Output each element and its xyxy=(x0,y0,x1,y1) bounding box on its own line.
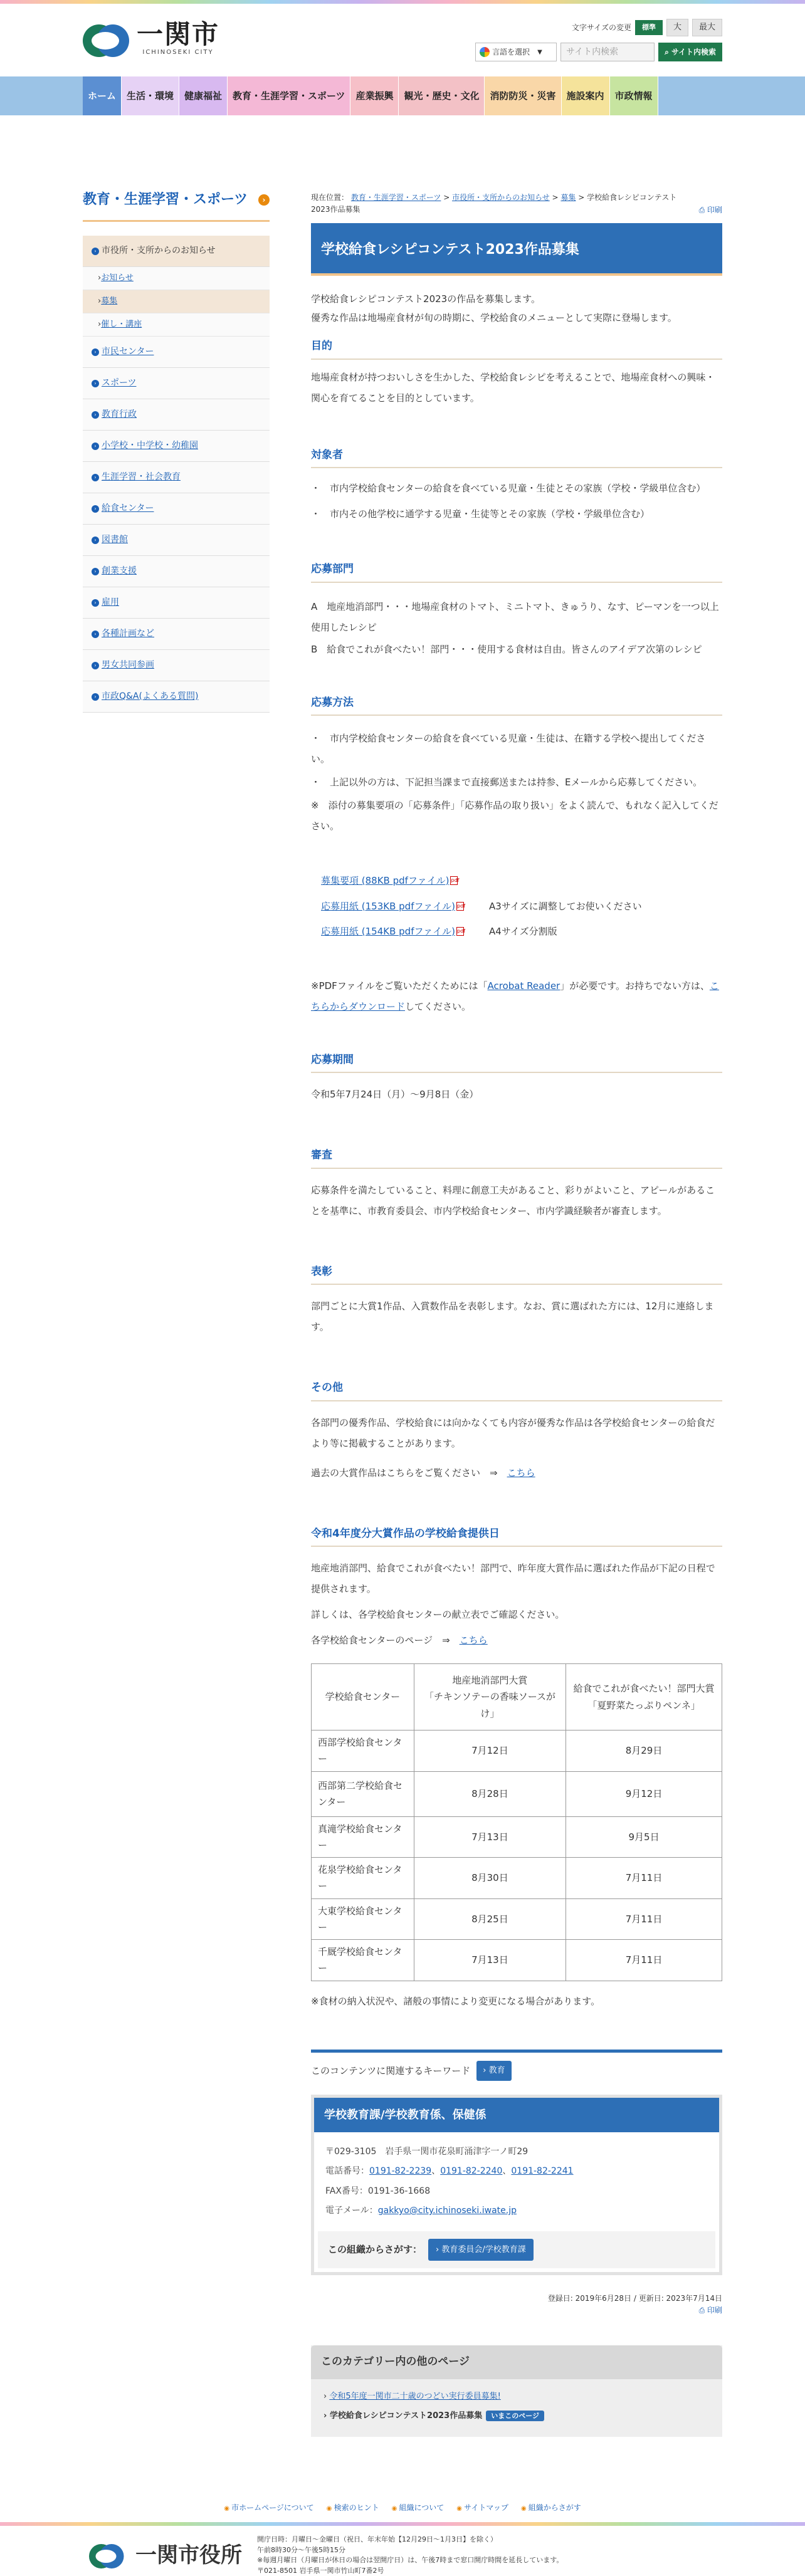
tel-label: 電話番号： xyxy=(325,2166,369,2176)
attachment-item xyxy=(321,894,722,919)
attachment-list xyxy=(311,868,722,945)
sidebar-item-label: 図書館 xyxy=(102,535,128,545)
tel-link[interactable]: 0191-82-2240 xyxy=(440,2166,503,2176)
table-cell: 8月29日 xyxy=(566,1730,722,1772)
center-page-link[interactable]: こちら xyxy=(459,1635,488,1646)
sidebar-item[interactable] xyxy=(83,337,270,368)
past-winners xyxy=(311,1463,722,1484)
org-button[interactable] xyxy=(428,2239,534,2261)
pdf-reader-note xyxy=(311,976,722,1017)
sidebar-item-label: 教育行政 xyxy=(102,409,137,419)
sidebar-title[interactable] xyxy=(83,189,270,222)
mail-link[interactable]: gakkyo@city.ichinoseki.iwate.jp xyxy=(377,2206,517,2216)
reader-download-link[interactable]: こちらからダウンロード xyxy=(311,980,719,1012)
font-size-largest-button[interactable]: 最大 xyxy=(692,19,722,36)
review-text: 応募条件を満たしていること、料理に創意工夫があること、彩りがよいこと、アピールがあることを基準に、市教育委員会、市内学校給食センター、市内学識経験者が審査します。 xyxy=(311,1184,715,1217)
chevron-right-icon: › xyxy=(92,662,99,669)
table-row xyxy=(312,1858,722,1899)
table-header: 学校給食センター xyxy=(312,1664,414,1730)
mail-label: 電子メール： xyxy=(325,2206,378,2216)
logo-english: ICHINOSEKI CITY xyxy=(142,49,214,56)
r4-text: 詳しくは、各学校給食センターの献立表でご確認ください。 xyxy=(311,1609,565,1620)
target-item: ・ 市内学校給食センターの給食を食べている児童・生徒とその家族（学校・学級単位含む） xyxy=(311,483,706,494)
category-item: A 地産地消部門・・・地場産食材のトマト、ミニトマト、きゅうり、なす、ピーマンを一つ以上使用したレシピ xyxy=(311,600,719,633)
table-cell: 7月13日 xyxy=(414,1816,566,1858)
font-size-label: 文字サイズの変更 xyxy=(571,23,631,32)
sidebar-item-label: 給食センター xyxy=(102,503,154,513)
table-header: 地産地消部門大賞 「チキンソテーの香味ソースがけ」 xyxy=(414,1664,566,1730)
sidebar-item-label: 雇用 xyxy=(102,597,119,607)
page-title: 学校給食レシピコンテスト2023作品募集 xyxy=(311,223,722,276)
logo-name: 一関市 xyxy=(137,19,220,50)
update-dates xyxy=(311,2293,722,2317)
footer-hours: ※毎週月曜日（月曜日が休日の場合は翌開庁日）は、午後7時まで窓口開庁時間を延長しています。 xyxy=(257,2556,564,2565)
reader-note-text: してください。 xyxy=(405,1000,471,1012)
sidebar-item[interactable] xyxy=(83,462,270,493)
sidebar-subitem[interactable]: › 募集 xyxy=(83,290,270,313)
table-cell: 8月30日 xyxy=(414,1858,566,1899)
table-cell: 7月12日 xyxy=(414,1730,566,1772)
award-text: 部門ごとに大賞1作品、入賞数作品を表彰します。なお、賞に選ばれた方には、12月に連絡します。 xyxy=(311,1301,714,1333)
period-text: 令和5年7月24日（月）～9月8日（金） xyxy=(311,1089,479,1100)
table-cell: 8月25日 xyxy=(414,1898,566,1940)
font-size-switcher xyxy=(572,19,722,36)
search-button-label: サイト内検索 xyxy=(671,48,716,56)
chevron-right-icon: › xyxy=(483,2066,489,2076)
keywords-label: このコンテンツに関連するキーワード xyxy=(311,2065,471,2076)
pdf-icon: pdf xyxy=(456,902,464,911)
chevron-right-icon: › xyxy=(92,380,99,387)
reader-note-text: 」が必要です。お持ちでない方は、 xyxy=(560,980,710,992)
chevron-right-icon: › xyxy=(92,442,99,450)
table-row xyxy=(312,1771,722,1816)
chevron-right-icon: › xyxy=(92,537,99,544)
sidebar-item[interactable] xyxy=(83,493,270,525)
contact-name: 学校教育課/学校教育係、保健係 xyxy=(314,2098,719,2132)
attachment-note: A4サイズ分割版 xyxy=(489,926,557,937)
table-cell: 花泉学校給食センター xyxy=(312,1858,414,1899)
search-button[interactable] xyxy=(658,43,722,61)
nav-item[interactable]: 教育・生涯学習・スポーツ xyxy=(228,76,350,115)
schedule-table xyxy=(311,1663,722,1981)
chevron-right-icon: › xyxy=(92,693,99,701)
table-row xyxy=(312,1730,722,1772)
contact-mail xyxy=(325,2201,708,2221)
chevron-right-icon: › xyxy=(92,248,99,255)
footer-link[interactable]: ◉ 市ホームページについて xyxy=(224,2502,313,2513)
sidebar-subitem[interactable]: › 催し・講座 xyxy=(83,313,270,337)
keyword-button[interactable] xyxy=(476,2061,511,2081)
chevron-right-icon: › xyxy=(92,505,99,513)
sidebar-item[interactable] xyxy=(83,368,270,399)
attachment-note: A3サイズに調整してお使いください xyxy=(489,900,642,912)
city-emblem-icon xyxy=(89,2542,127,2568)
footer-hours: 午前8時30分～午後5時15分 xyxy=(257,2545,345,2554)
sidebar-list xyxy=(83,236,270,713)
table-cell: 7月13日 xyxy=(414,1940,566,1981)
purpose-text: 地場産食材が持つおいしさを生かした、学校給食レシピを考えることで、地場産食材への興味・関心を育てることを目的としています。 xyxy=(311,371,715,404)
reader-note-text: ※PDFファイルをご覧いただくためには「 xyxy=(311,980,488,992)
contact-box xyxy=(311,2095,722,2276)
chevron-right-icon: › xyxy=(92,631,99,638)
pdf-icon: pdf xyxy=(456,927,464,936)
table-cell: 7月11日 xyxy=(566,1898,722,1940)
section-heading-period: 応募期間 xyxy=(311,1052,722,1074)
header-tools xyxy=(475,43,722,61)
footer-links xyxy=(0,2502,805,2513)
sidebar-item-label: 市政Q&A(よくある質問) xyxy=(102,691,199,701)
nav-item[interactable]: 消防防災・災害 xyxy=(485,76,561,115)
chevron-down-icon: ▼ xyxy=(537,48,542,56)
footer-name: 一関市役所 xyxy=(135,2542,242,2568)
intro-line: 学校給食レシピコンテスト2023の作品を募集します。 xyxy=(311,293,541,305)
site-logo[interactable] xyxy=(83,21,219,57)
org-button-label: 教育委員会/学校教育課 xyxy=(441,2244,526,2254)
table-cell: 9月12日 xyxy=(566,1771,722,1816)
sidebar-title-text: 教育・生涯学習・スポーツ xyxy=(83,192,248,207)
dates-text: 登録日: 2019年6月28日 / 更新日: 2023年7月14日 xyxy=(547,2294,722,2303)
table-row xyxy=(312,1898,722,1940)
footer-info xyxy=(257,2535,563,2576)
sidebar-subitem-label: 催し・講座 xyxy=(101,320,142,330)
site-footer xyxy=(83,2535,722,2576)
table-cell: 8月28日 xyxy=(414,1771,566,1816)
sidebar-item[interactable] xyxy=(83,525,270,556)
chevron-right-icon: › xyxy=(92,474,99,481)
font-size-large-button[interactable]: 大 xyxy=(666,19,688,36)
footer-link[interactable]: ◉ 組織からさがす xyxy=(521,2502,581,2513)
sidebar-subitem-label: 募集 xyxy=(101,296,118,306)
section-heading-award: 表彰 xyxy=(311,1264,722,1285)
language-select[interactable] xyxy=(475,43,557,61)
tel-link[interactable]: 0191-82-2241 xyxy=(511,2166,574,2176)
intro-line: 優秀な作品は地場産食材が旬の時期に、学校給食のメニューとして実際に登場します。 xyxy=(311,312,677,323)
footer-rainbow-bar xyxy=(0,2522,805,2526)
footer-logo xyxy=(83,2535,242,2576)
sidebar-item[interactable] xyxy=(83,587,270,619)
r4-text: 地産地消部門、給食でこれが食べたい！部門で、昨年度大賞作品に選ばれた作品が下記の日程で提供されます。 xyxy=(311,1563,715,1594)
sidebar-item[interactable] xyxy=(83,650,270,681)
sidebar xyxy=(83,115,270,2437)
sidebar-subitem-label: お知らせ xyxy=(101,273,134,283)
section-heading-target: 対象者 xyxy=(311,448,722,469)
contact-address: 〒029-3105 岩手県一関市花泉町涌津字一ノ町29 xyxy=(325,2146,529,2157)
sidebar-item[interactable] xyxy=(83,681,270,713)
nav-item[interactable]: 生活・環境 xyxy=(122,76,179,115)
category-item: › 学校給食レシピコンテスト2023作品募集 いまこのページ xyxy=(324,2406,710,2426)
sidebar-item-label: 創業支援 xyxy=(102,566,137,576)
sidebar-item-label: スポーツ xyxy=(102,378,137,388)
search-icon: ⌕ xyxy=(665,48,669,56)
sidebar-item[interactable] xyxy=(83,236,270,267)
past-winners-text: 過去の大賞作品はこちらをご覧ください ⇒ xyxy=(311,1467,507,1479)
chevron-right-icon: › xyxy=(92,411,99,419)
chevron-right-icon: › xyxy=(92,599,99,607)
breadcrumb-link[interactable]: 募集 xyxy=(560,193,576,202)
print-label: 印刷 xyxy=(707,206,722,214)
section-heading-other: その他 xyxy=(311,1380,722,1401)
category-heading: このカテゴリー内の他のページ xyxy=(311,2345,722,2379)
sidebar-item-label: 生涯学習・社会教育 xyxy=(102,472,181,482)
table-cell: 7月11日 xyxy=(566,1940,722,1981)
section-heading-method: 応募方法 xyxy=(311,695,722,716)
nav-item[interactable]: 施設案内 xyxy=(562,76,610,115)
city-emblem-icon xyxy=(83,22,133,57)
keyword-label: 教育 xyxy=(488,2066,505,2076)
breadcrumb-prefix: 現在位置： xyxy=(311,193,349,202)
global-navigation xyxy=(0,76,805,115)
sidebar-subitem[interactable]: › お知らせ xyxy=(83,267,270,290)
contact-fax: FAX番号：0191-36-1668 xyxy=(325,2186,431,2196)
table-row xyxy=(312,1940,722,1981)
table-header: 給食でこれが食べたい！部門大賞 「夏野菜たっぷりペンネ」 xyxy=(566,1664,722,1730)
section-heading-r4: 令和4年度分大賞作品の学校給食提供日 xyxy=(311,1526,722,1547)
method-item: ※ 添付の募集要項の「応募条件」「応募作品の取り扱い」をよく読んで、もれなく記入してください。 xyxy=(311,800,718,832)
attachment-link[interactable]: 募集要項 (88KB pdfファイル) xyxy=(321,875,450,886)
pdf-icon: pdf xyxy=(450,876,458,885)
breadcrumb-link[interactable]: 教育・生涯学習・スポーツ xyxy=(350,193,441,202)
print-button[interactable] xyxy=(311,2305,722,2317)
table-cell: 9月5日 xyxy=(566,1816,722,1858)
org-search-label: この組織からさがす： xyxy=(328,2244,423,2255)
chevron-right-icon: › xyxy=(92,568,99,575)
target-item: ・ 市内その他学校に通学する児童・生徒等とその家族（学校・学級単位含む） xyxy=(311,508,650,520)
tel-link[interactable]: 0191-82-2239 xyxy=(369,2166,432,2176)
font-size-standard-button[interactable]: 標準 xyxy=(635,20,663,36)
sidebar-item-label: 各種計画など xyxy=(102,629,154,639)
breadcrumb-link[interactable]: 市役所・支所からのお知らせ xyxy=(452,193,550,202)
footer-link[interactable]: ◉ 組織について xyxy=(392,2502,445,2513)
chevron-right-icon: › xyxy=(436,2244,442,2254)
nav-item[interactable]: 市政情報 xyxy=(610,76,658,115)
sidebar-item-label: 小学校・中学校・幼稚園 xyxy=(102,441,198,451)
category-pages xyxy=(311,2345,722,2437)
sidebar-item-label: 男女共同参画 xyxy=(102,660,154,670)
google-translate-icon xyxy=(480,47,490,57)
nav-item[interactable]: 健康福祉 xyxy=(179,76,228,115)
category-item: B 給食でこれが食べたい！部門・・・使用する食材は自由。皆さんのアイデア次第のレシピ xyxy=(311,643,702,655)
current-page-badge: いまこのページ xyxy=(486,2411,544,2421)
table-cell: 西部学校給食センター xyxy=(312,1730,414,1772)
footer-link[interactable]: ◉ サイトマップ xyxy=(456,2502,508,2513)
content-columns xyxy=(83,115,722,2437)
breadcrumb-current: 学校給食レシピコンテスト2023作品募集 xyxy=(311,193,677,214)
footer-address: 〒021-8501 岩手県一関市竹山町7番2号 xyxy=(257,2566,384,2575)
r4-link-line xyxy=(311,1630,722,1651)
attachment-link[interactable]: 応募用紙 (154KB pdfファイル) xyxy=(321,926,456,937)
sidebar-item[interactable] xyxy=(83,399,270,431)
method-item: ・ 市内学校給食センターの給食を食べている児童・生徒は、在籍する学校へ提出してください。 xyxy=(311,733,706,765)
other-text: 各部門の優秀作品、学校給食には向かなくても内容が優秀な作品は各学校給食センターの給食だより等に掲載することがあります。 xyxy=(311,1416,715,1449)
intro xyxy=(311,287,722,325)
nav-item[interactable]: ホーム xyxy=(83,76,122,115)
table-cell: 真滝学校給食センター xyxy=(312,1816,414,1858)
table-cell: 7月11日 xyxy=(566,1858,722,1899)
sidebar-item[interactable] xyxy=(83,619,270,650)
table-cell: 千厩学校給食センター xyxy=(312,1940,414,1981)
acrobat-reader-link[interactable]: Acrobat Reader xyxy=(487,980,560,992)
category-current: 学校給食レシピコンテスト2023作品募集 xyxy=(329,2411,483,2421)
table-cell: 西部第二学校給食センター xyxy=(312,1771,414,1816)
attachment-item xyxy=(321,919,722,945)
sidebar-item[interactable] xyxy=(83,431,270,462)
section-heading-category: 応募部門 xyxy=(311,562,722,583)
print-button[interactable] xyxy=(699,204,722,216)
sidebar-item-label: 市民センター xyxy=(102,347,154,357)
table-note: ※食材の納入状況や、諸般の事情により変更になる場合があります。 xyxy=(311,1995,601,2007)
category-item: › 令和5年度一関市二十歳のつどい実行委員募集! xyxy=(324,2391,501,2401)
main-content xyxy=(311,115,722,2437)
nav-item[interactable]: 産業振興 xyxy=(350,76,399,115)
related-keywords xyxy=(311,2050,722,2081)
nav-item[interactable]: 観光・歴史・文化 xyxy=(399,76,485,115)
chevron-right-icon: › xyxy=(258,194,270,206)
breadcrumb: 現在位置： 教育・生涯学習・スポーツ > 市役所・支所からのお知らせ > 募集 > 学校給食レシピコンテスト2023作品募集 ⎙ 印刷 xyxy=(311,192,722,219)
r4-link-text: 各学校給食センターのページ ⇒ xyxy=(311,1635,460,1646)
section-heading-purpose: 目的 xyxy=(311,338,722,360)
chevron-right-icon: › xyxy=(92,348,99,356)
footer-hours: 開庁日時：月曜日～金曜日（祝日、年末年始【12月29日～1月3日】を除く） xyxy=(257,2535,497,2544)
sidebar-item-label: 市役所・支所からのお知らせ xyxy=(102,246,216,256)
printer-icon: ⎙ xyxy=(698,2306,707,2315)
attachment-link[interactable]: 応募用紙 (153KB pdfファイル) xyxy=(321,900,456,912)
past-winners-link[interactable]: こちら xyxy=(507,1467,535,1479)
attachment-item xyxy=(321,868,722,894)
sidebar-item[interactable] xyxy=(83,556,270,587)
contact-tel: 電話番号：0191-82-2239、0191-82-2240、0191-82-2241 xyxy=(325,2166,574,2176)
table-row xyxy=(312,1816,722,1858)
print-label: 印刷 xyxy=(707,2306,722,2315)
section-heading-review: 審査 xyxy=(311,1148,722,1169)
table-cell: 大東学校給食センター xyxy=(312,1898,414,1940)
site-header xyxy=(83,4,722,74)
language-select-label: 言語を選択 xyxy=(492,48,530,56)
search-input[interactable]: サイト内検索 xyxy=(560,43,655,61)
printer-icon: ⎙ xyxy=(698,206,707,214)
footer-link[interactable]: ◉ 検索のヒント xyxy=(327,2502,379,2513)
category-link[interactable]: 令和5年度一関市二十歳のつどい実行委員募集! xyxy=(329,2391,501,2401)
method-item: ・ 上記以外の方は、下記担当課まで直接郵送または持参、Eメールから応募してください。 xyxy=(311,777,703,788)
